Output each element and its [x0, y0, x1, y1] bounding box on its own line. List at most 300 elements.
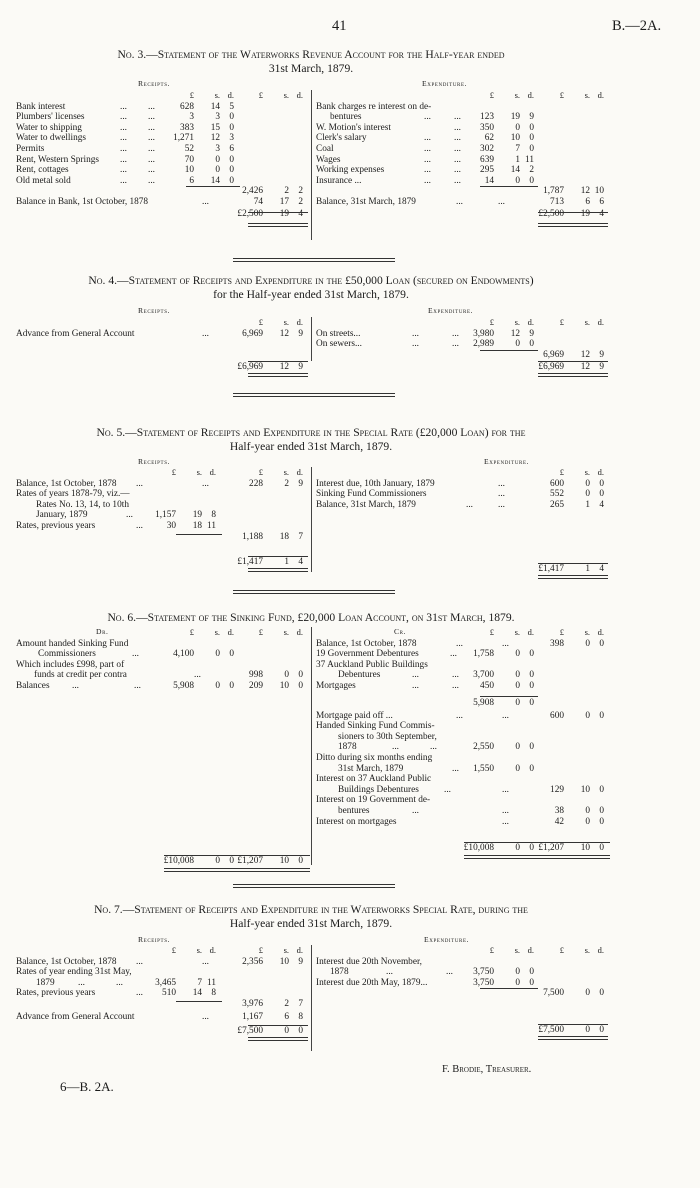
lsd-heading: £	[489, 945, 494, 955]
amount-pounds: 2,426	[242, 186, 263, 197]
amount-pounds: 42	[554, 816, 564, 827]
amount-shillings: 1	[284, 556, 289, 567]
amount-pounds: 14	[484, 175, 494, 186]
amount-shillings: 15	[210, 122, 220, 133]
total-rule	[176, 534, 222, 535]
amount-pence: 2	[298, 186, 303, 197]
amount-shillings: 1	[585, 499, 590, 510]
row-label: 31st March, 1879	[338, 763, 404, 774]
amount-pounds: 998	[249, 670, 263, 681]
creditor-heading: Cr.	[394, 627, 407, 636]
total-rule	[164, 855, 310, 856]
expenditure-row	[316, 123, 608, 134]
amount-handed-row	[16, 639, 308, 650]
receipt-row	[16, 123, 308, 134]
amount-pounds: 62	[484, 133, 494, 144]
section-separator	[233, 590, 395, 594]
amount-pounds: 1,271	[173, 133, 194, 144]
amount-pounds: 6,969	[543, 349, 564, 360]
amount-shillings: 19	[510, 112, 520, 123]
amount-shillings: 0	[515, 742, 520, 753]
lsd-heading: £	[258, 627, 263, 637]
leader-dots: ...	[444, 784, 451, 795]
leader-dots: ...	[136, 988, 143, 999]
amount-shillings: 0	[215, 680, 220, 691]
amount-pence: 4	[599, 564, 604, 575]
amount-shillings: 0	[284, 1025, 289, 1036]
expenditure-row	[316, 155, 608, 166]
amount-shillings: 3	[215, 143, 220, 154]
row-label: 1878	[338, 742, 357, 753]
lsd-heading: £	[189, 627, 194, 637]
expenditure-row	[316, 339, 608, 350]
expenditure-row	[316, 144, 608, 155]
row-label: 1878	[330, 967, 349, 978]
amount-pounds: 209	[249, 680, 263, 691]
lsd-heading: d.	[296, 317, 303, 327]
lsd-heading: £	[489, 90, 494, 100]
leader-dots: ...	[502, 710, 509, 721]
amount-shillings: 0	[515, 697, 520, 708]
amount-pence: 6	[229, 143, 234, 154]
credit-row	[316, 753, 608, 764]
leader-dots: ...	[78, 977, 85, 988]
double-rule	[538, 575, 608, 579]
amount-pence: 0	[529, 339, 534, 350]
lsd-heading: s.	[214, 627, 220, 637]
leader-dots: ...	[446, 967, 453, 978]
receipt-row	[16, 102, 308, 113]
row-label: Insurance ...	[316, 175, 362, 186]
amount-pence: 0	[599, 478, 604, 489]
leader-dots: ...	[424, 175, 431, 186]
lsd-heading: £	[171, 945, 176, 955]
expenditure-column	[316, 946, 608, 1039]
amount-pounds: 639	[480, 154, 494, 165]
amount-pence: 0	[599, 784, 604, 795]
receipts-heading: Receipts.	[138, 457, 171, 466]
leader-dots: ...	[498, 489, 505, 500]
amount-pence: 0	[229, 112, 234, 123]
amount-pence: 4	[298, 556, 303, 567]
lsd-heading: £	[489, 317, 494, 327]
leader-dots: ...	[456, 196, 463, 207]
amount-pounds: 1,157	[155, 510, 176, 521]
double-rule	[248, 1037, 308, 1041]
amount-pounds: 398	[550, 638, 564, 649]
amount-pounds: 7,500	[543, 988, 564, 999]
amount-pounds: 450	[480, 680, 494, 691]
credit-row	[316, 649, 608, 660]
amount-pounds: £1,417	[237, 556, 263, 567]
receipts-column	[16, 468, 308, 571]
lsd-heading: d.	[597, 467, 604, 477]
double-rule	[248, 373, 308, 377]
leader-dots: ...	[454, 122, 461, 133]
lsd-heading: s.	[584, 317, 590, 327]
amount-pence: 3	[229, 133, 234, 144]
leader-dots: ...	[454, 165, 461, 176]
statement-5-title: No. 5.—Statement of Receipts and Expenditure in the Special Rate (£20,000 Loan) for the Half-year ended 31st March, 1879.	[96, 426, 526, 453]
row-label: Sinking Fund Commissioners	[316, 489, 427, 500]
balance-row	[16, 957, 308, 968]
amount-pence: 0	[529, 649, 534, 660]
lsd-header-row	[16, 628, 308, 639]
credit-row	[316, 639, 608, 650]
row-label: bentures	[330, 112, 362, 123]
credit-row	[316, 806, 608, 817]
lsd-heading: s.	[214, 90, 220, 100]
amount-pence: 9	[298, 478, 303, 489]
lsd-header-row	[16, 946, 308, 957]
receipt-row	[16, 133, 308, 144]
which-includes-row	[16, 660, 308, 671]
leader-dots: ...	[452, 328, 459, 339]
credit-row	[316, 742, 608, 753]
receipt-row	[16, 112, 308, 123]
credit-row	[316, 817, 608, 828]
leader-dots: ...	[136, 956, 143, 967]
lsd-header-row	[16, 91, 308, 102]
grand-total-row	[16, 557, 308, 571]
receipt-row	[16, 155, 308, 166]
amount-pounds: £1,207	[237, 855, 263, 866]
amount-pounds: £2,500	[538, 208, 564, 219]
amount-pounds: 510	[162, 988, 176, 999]
row-label: Water to shipping	[16, 122, 82, 133]
lsd-heading: d.	[527, 945, 534, 955]
amount-pence: 7	[298, 531, 303, 542]
amount-shillings: 10	[580, 784, 590, 795]
credit-row	[316, 774, 608, 785]
leader-dots: ...	[392, 742, 399, 753]
leader-dots: ...	[148, 101, 155, 112]
total-rule	[248, 361, 308, 362]
receipt-row	[16, 165, 308, 176]
leader-dots: ...	[120, 122, 127, 133]
total-rule	[186, 186, 240, 187]
leader-dots: ...	[454, 175, 461, 186]
row-label: Balance in Bank, 1st October, 1878	[16, 196, 149, 207]
leader-dots: ...	[202, 478, 209, 489]
lsd-heading: d.	[296, 627, 303, 637]
amount-shillings: 14	[210, 175, 220, 186]
leader-dots: ...	[120, 101, 127, 112]
lsd-heading: s.	[584, 945, 590, 955]
creditor-column	[316, 628, 608, 857]
amount-shillings: 19	[192, 510, 202, 521]
double-rule	[248, 568, 308, 572]
section-separator	[233, 258, 395, 262]
leader-dots: ...	[454, 133, 461, 144]
amount-shillings: 0	[515, 122, 520, 133]
receipts-column	[16, 318, 308, 376]
debtor-heading: Dr.	[96, 627, 109, 636]
row-label: Rates, previous years	[16, 520, 96, 531]
amount-shillings: 7	[515, 143, 520, 154]
amount-pounds: 302	[480, 143, 494, 154]
grand-total-row	[316, 362, 608, 376]
amount-pence: 5	[229, 101, 234, 112]
amount-shillings: 10	[279, 956, 289, 967]
leader-dots: ...	[202, 328, 209, 339]
lsd-heading: £	[559, 90, 564, 100]
lsd-heading: £	[258, 467, 263, 477]
amount-pence: 0	[229, 154, 234, 165]
leader-dots: ...	[148, 154, 155, 165]
leader-dots: ...	[386, 967, 393, 978]
amount-shillings: 0	[215, 855, 220, 866]
section-separator	[233, 884, 395, 888]
amount-shillings: 0	[585, 1025, 590, 1036]
amount-shillings: 14	[192, 988, 202, 999]
amount-pence: 9	[529, 328, 534, 339]
amount-shillings: 12	[210, 133, 220, 144]
amount-pounds: 52	[184, 143, 194, 154]
row-label: Plumbers' licenses	[16, 112, 85, 123]
row-label: Clerk's salary	[316, 133, 367, 144]
amount-pounds: 3,700	[473, 670, 494, 681]
receipts-heading: Receipts.	[138, 306, 171, 315]
row-label: Interest on 37 Auckland Public	[316, 774, 432, 785]
total-rule	[248, 556, 308, 557]
amount-pence: 0	[529, 175, 534, 186]
expenditure-row	[316, 176, 608, 187]
amount-pence: 9	[529, 112, 534, 123]
row-label: Balance, 1st October, 1878	[16, 956, 117, 967]
amount-pence: 0	[298, 855, 303, 866]
leader-dots: ...	[450, 649, 457, 660]
lsd-heading: £	[559, 945, 564, 955]
leader-dots: ...	[498, 499, 505, 510]
expenditure-column	[316, 91, 608, 227]
lsd-heading: s.	[283, 627, 289, 637]
amount-pounds: 1,188	[242, 531, 263, 542]
lsd-heading: s.	[196, 945, 202, 955]
double-rule	[164, 868, 310, 872]
amount-shillings: 12	[580, 349, 590, 360]
row-label: Water to dwellings	[16, 133, 86, 144]
amount-pence: 0	[529, 697, 534, 708]
lsd-heading: s.	[514, 317, 520, 327]
leader-dots: ...	[502, 816, 509, 827]
amount-pounds: 129	[550, 784, 564, 795]
amount-shillings: 0	[585, 478, 590, 489]
lsd-heading: £	[559, 317, 564, 327]
leader-dots: ...	[148, 165, 155, 176]
amount-pence: 0	[229, 165, 234, 176]
leader-dots: ...	[412, 805, 419, 816]
leader-dots: ...	[452, 763, 459, 774]
balance-row	[16, 197, 308, 209]
lsd-heading: £	[559, 627, 564, 637]
amount-pence: 0	[599, 489, 604, 500]
amount-pence: 0	[298, 680, 303, 691]
lsd-heading: s.	[584, 467, 590, 477]
amount-shillings: 0	[585, 710, 590, 721]
amount-pence: 2	[529, 165, 534, 176]
amount-shillings: 0	[215, 165, 220, 176]
amount-pounds: 74	[253, 196, 263, 207]
amount-pence: 0	[298, 670, 303, 681]
leader-dots: ...	[454, 112, 461, 123]
leader-dots: ...	[148, 133, 155, 144]
expenditure-row	[316, 112, 608, 123]
amount-pence: 0	[298, 1025, 303, 1036]
amount-pence: 0	[599, 988, 604, 999]
leader-dots: ...	[120, 165, 127, 176]
lsd-heading: £	[258, 90, 263, 100]
lsd-heading: d.	[597, 317, 604, 327]
receipt-row	[16, 144, 308, 155]
leader-dots: ...	[126, 510, 133, 521]
amount-shillings: 12	[279, 328, 289, 339]
which-includes-row	[16, 670, 308, 681]
amount-shillings: 3	[215, 112, 220, 123]
credit-row	[316, 764, 608, 775]
rates-total-row	[16, 532, 308, 545]
expenditure-row	[316, 978, 608, 989]
credit-row	[316, 785, 608, 796]
lsd-heading: d.	[527, 90, 534, 100]
leader-dots: ...	[120, 112, 127, 123]
amount-pence: 0	[599, 710, 604, 721]
lsd-heading: d.	[597, 90, 604, 100]
credit-row	[316, 711, 608, 722]
amount-shillings: 0	[585, 988, 590, 999]
sheet-mark: 6—B. 2A.	[60, 1079, 114, 1094]
lsd-header-row	[316, 318, 608, 329]
leader-dots: ...	[412, 670, 419, 681]
total-rule	[248, 212, 308, 213]
row-label: Debentures	[338, 670, 381, 681]
spacer-row	[316, 1000, 608, 1025]
row-label: 1879	[36, 977, 55, 988]
row-label: funds at credit per contra	[34, 670, 127, 681]
amount-pence: 7	[298, 998, 303, 1009]
amount-shillings: 0	[585, 489, 590, 500]
amount-shillings: 0	[215, 649, 220, 660]
row-label: Rent, cottages	[16, 165, 69, 176]
amount-pence: 0	[529, 133, 534, 144]
amount-pounds: 1,550	[473, 763, 494, 774]
amount-shillings: 2	[284, 186, 289, 197]
amount-shillings: 12	[510, 328, 520, 339]
total-rule	[538, 361, 608, 362]
leader-dots: ...	[202, 956, 209, 967]
lsd-header-row	[316, 91, 608, 102]
receipt-row	[16, 176, 308, 187]
grand-total-row	[316, 209, 608, 227]
grand-total-row	[16, 209, 308, 227]
amount-pounds: £2,500	[237, 208, 263, 219]
row-label: Amount handed Sinking Fund	[16, 638, 129, 649]
amount-shillings: 10	[279, 855, 289, 866]
spacer-row	[16, 339, 308, 351]
spacer-row	[316, 827, 608, 843]
amount-shillings: 2	[284, 478, 289, 489]
amount-pounds: 5,908	[473, 697, 494, 708]
balances-row	[16, 681, 308, 692]
debtor-column	[16, 628, 308, 870]
leader-dots: ...	[454, 143, 461, 154]
amount-pounds: 600	[550, 710, 564, 721]
amount-pounds: £10,008	[163, 855, 194, 866]
amount-pence: 4	[298, 208, 303, 219]
amount-pounds: 123	[480, 112, 494, 123]
page-number: 41	[332, 18, 347, 34]
credit-row	[316, 660, 608, 671]
leader-dots: ...	[454, 154, 461, 165]
expenditure-heading: Expenditure.	[424, 935, 470, 944]
amount-pounds: 228	[249, 478, 263, 489]
double-rule	[248, 223, 308, 227]
lsd-header-row	[16, 318, 308, 329]
lsd-header-row	[316, 628, 608, 639]
amount-shillings: 14	[210, 101, 220, 112]
amount-shillings: 0	[515, 967, 520, 978]
expenditure-column	[316, 468, 608, 578]
grand-total-row	[16, 362, 308, 376]
row-label: Balances	[16, 680, 50, 691]
leader-dots: ...	[148, 122, 155, 133]
lsd-heading: s.	[584, 627, 590, 637]
leader-dots: ...	[502, 638, 509, 649]
leader-dots: ...	[424, 143, 431, 154]
amount-pence: 11	[207, 520, 216, 531]
total-rule	[480, 696, 538, 697]
amount-shillings: 0	[515, 175, 520, 186]
amount-shillings: 12	[580, 186, 590, 197]
advance-row	[16, 329, 308, 340]
lsd-heading: s.	[283, 467, 289, 477]
leader-dots: ...	[120, 133, 127, 144]
amount-pence: 0	[529, 143, 534, 154]
expenditure-total-row	[316, 186, 608, 197]
lsd-heading: d.	[527, 627, 534, 637]
credit-row	[316, 681, 608, 692]
total-rule	[480, 350, 538, 351]
credit-row	[316, 721, 608, 732]
subtotal-row	[316, 698, 608, 711]
row-label: Rates, previous years	[16, 988, 96, 999]
amount-pounds: £1,417	[538, 564, 564, 575]
amount-pence: 0	[529, 122, 534, 133]
leader-dots: ...	[466, 499, 473, 510]
spacer-row	[316, 510, 608, 564]
amount-pounds: 3,980	[473, 328, 494, 339]
total-rule	[176, 1001, 222, 1002]
leader-dots: ...	[430, 742, 437, 753]
receipts-heading: Receipts.	[138, 935, 171, 944]
receipts-total-row	[16, 186, 308, 197]
row-label: Permits	[16, 143, 45, 154]
expenditure-row	[316, 165, 608, 176]
row-label: Advance from General Account	[16, 1011, 135, 1022]
lsd-heading: d.	[209, 467, 216, 477]
amount-shillings: 0	[515, 763, 520, 774]
lsd-heading: d.	[227, 627, 234, 637]
amount-pounds: £7,500	[538, 1025, 564, 1036]
double-rule	[464, 855, 610, 859]
leader-dots: ...	[120, 154, 127, 165]
row-label: Interest due 20th May, 1879...	[316, 977, 428, 988]
amount-shillings: 6	[585, 196, 590, 207]
leader-dots: ...	[134, 680, 141, 691]
row-label: Interest on 19 Government de-	[316, 795, 431, 806]
amount-shillings: 10	[580, 843, 590, 854]
amount-pounds: 350	[480, 122, 494, 133]
